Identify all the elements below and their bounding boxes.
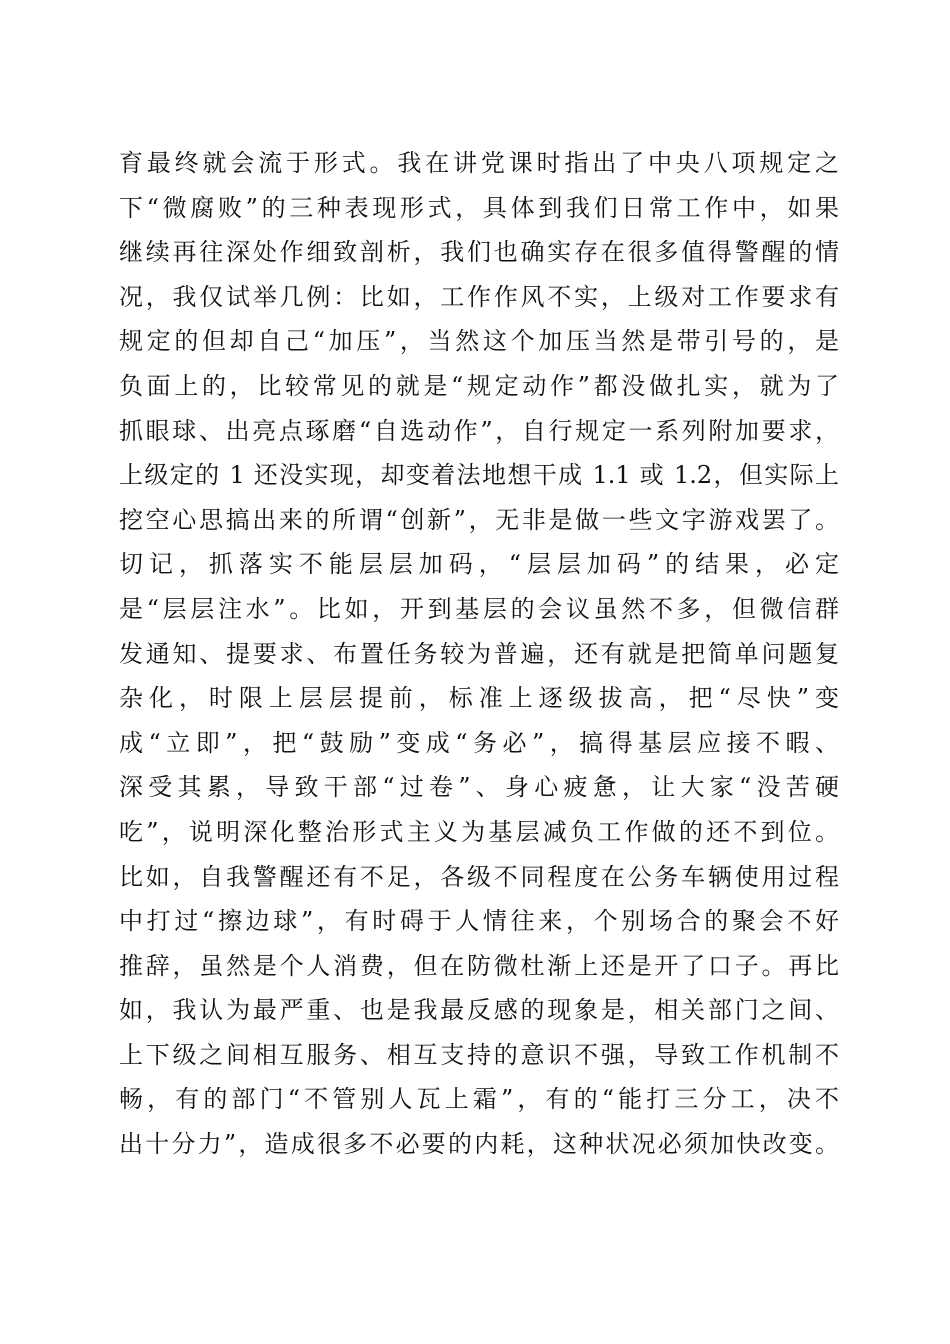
text-line: 推辞，虽然是个人消费，但在防微杜渐上还是开了口子。再比 xyxy=(119,951,839,980)
body-paragraph xyxy=(119,141,839,1167)
text-line: 切记，抓落实不能层层加码，“层层加码”的结果，必定 xyxy=(119,550,839,579)
text-line: 育最终就会流于形式。我在讲党课时指出了中央八项规定之 xyxy=(119,149,839,177)
text-line: 成“立即”，把“鼓励”变成“务必”，搞得基层应接不暇、 xyxy=(119,728,839,757)
text-line: 继续再往深处作细致剖析，我们也确实存在很多值得警醒的情 xyxy=(119,238,839,267)
text-line: 规定的但却自己“加压”，当然这个加压当然是带引号的，是 xyxy=(119,327,839,356)
text-line: 上下级之间相互服务、相互支持的意识不强，导致工作机制不 xyxy=(119,1040,839,1069)
text-line: 杂化，时限上层层提前，标准上逐级拔高，把“尽快”变 xyxy=(119,684,839,713)
text-line: 中打过“擦边球”，有时碍于人情往来，个别场合的聚会不好 xyxy=(119,907,839,936)
text-line: 况，我仅试举几例：比如，工作作风不实，上级对工作要求有 xyxy=(119,282,839,311)
text-line: 挖空心思搞出来的所谓“创新”，无非是做一些文字游戏罢了。 xyxy=(119,505,839,534)
text-line: 抓眼球、出亮点琢磨“自选动作”，自行规定一系列附加要求， xyxy=(119,416,839,445)
text-line: 下“微腐败”的三种表现形式，具体到我们日常工作中，如果 xyxy=(119,193,839,222)
text-line: 上级定的 1 还没实现，却变着法地想干成 1.1 或 1.2，但实际上 xyxy=(119,461,839,490)
text-line: 是“层层注水”。比如，开到基层的会议虽然不多，但微信群 xyxy=(119,594,839,623)
text-line: 出十分力”，造成很多不必要的内耗，这种状况必须加快改变。 xyxy=(119,1130,839,1159)
text-line: 深受其累，导致干部“过卷”、身心疲惫，让大家“没苦硬 xyxy=(119,773,839,802)
text-line: 比如，自我警醒还有不足，各级不同程度在公务车辆使用过程 xyxy=(119,862,839,891)
text-line: 吃”，说明深化整治形式主义为基层减负工作做的还不到位。 xyxy=(119,817,839,846)
text-line: 发通知、提要求、布置任务较为普遍，还有就是把简单问题复 xyxy=(119,639,839,668)
text-line: 如，我认为最严重、也是我最反感的现象是，相关部门之间、 xyxy=(119,996,839,1025)
text-line: 负面上的，比较常见的就是“规定动作”都没做扎实，就为了 xyxy=(119,371,839,400)
text-line: 畅，有的部门“不管别人瓦上霜”，有的“能打三分工，决不 xyxy=(119,1085,839,1114)
